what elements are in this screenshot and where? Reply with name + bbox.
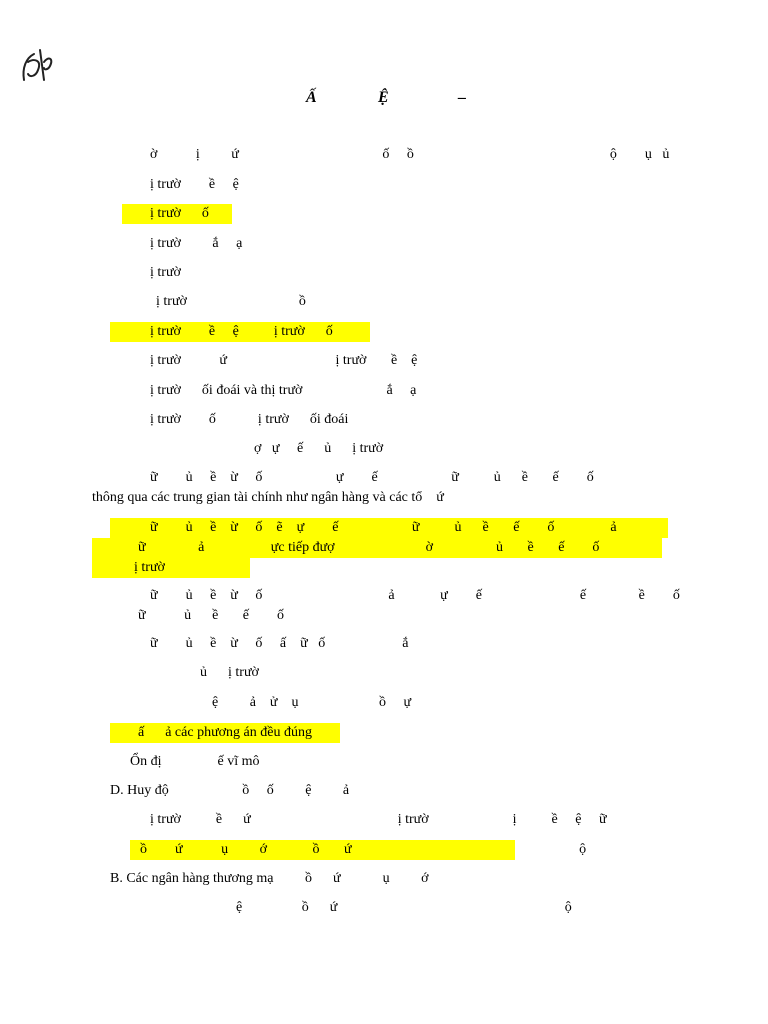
text-line: ị trườ ề ệ ị trườ ố <box>150 324 333 339</box>
text-line: ấ ả các phương án đều đúng <box>138 725 312 740</box>
title-part-2: Ệ <box>378 89 389 106</box>
title-part-3: – <box>458 89 466 106</box>
text-line: ữ ủ ề ừ ố ẽ ự ế ữ ủ ề ế ố ả <box>150 520 617 535</box>
signature-logo-icon <box>14 40 66 90</box>
text-line: ị trườ ố <box>150 206 209 221</box>
text-line: ữ ủ ề ừ ố ấ ữ ố ắ <box>150 636 409 651</box>
text-line: ị trườ ề ệ <box>150 177 239 192</box>
text-line: Ổn đị ế vĩ mô <box>130 754 260 769</box>
text-line: ữ ủ ề ừ ố ả ự ế ế ề ố <box>150 588 680 603</box>
text-line: thông qua các trung gian tài chính như ngân hàng và các tổ ứ <box>92 490 444 505</box>
text-line: ợ ự ế ủ ị trườ <box>254 441 384 456</box>
text-line: ữ ả ực tiếp đượ ờ ủ ề ế ố <box>138 540 600 555</box>
text-line: ồ ứ ụ ớ ồ ứ ộ <box>140 842 587 857</box>
text-line: ữ ủ ề ế ố <box>138 608 285 623</box>
text-line: ị trườ <box>150 265 181 280</box>
highlight-bar <box>92 558 250 578</box>
text-line: ữ ủ ề ừ ố ự ế ữ ủ ề ế ố <box>150 470 594 485</box>
text-line: B. Các ngân hàng thương mạ ồ ứ ụ ớ <box>110 871 429 886</box>
text-line: ủ ị trườ <box>200 665 259 680</box>
text-line: ệ ả ử ụ ồ ự <box>212 695 412 710</box>
text-line: ị trườ <box>134 560 165 575</box>
text-line: ị trườ ắ ạ <box>150 236 243 251</box>
text-line: D. Huy độ ồ ố ệ ả <box>110 783 350 798</box>
text-line: ị trườ ứ ị trườ ề ệ <box>150 353 418 368</box>
text-line: ị trườ ồ <box>156 294 306 309</box>
text-line: ệ ồ ứ ộ <box>236 900 572 915</box>
text-line: ờ ị ứ ố ồ ộ ụ ủ <box>150 147 670 162</box>
text-line: ị trườ ề ứ ị trườ ị ề ệ ữ <box>150 812 607 827</box>
title-part-1: Ấ <box>306 89 317 106</box>
text-line: ị trườ ối đoái và thị trườ ắ ạ <box>150 383 417 398</box>
text-line: ị trườ ố ị trườ ối đoái <box>150 412 349 427</box>
